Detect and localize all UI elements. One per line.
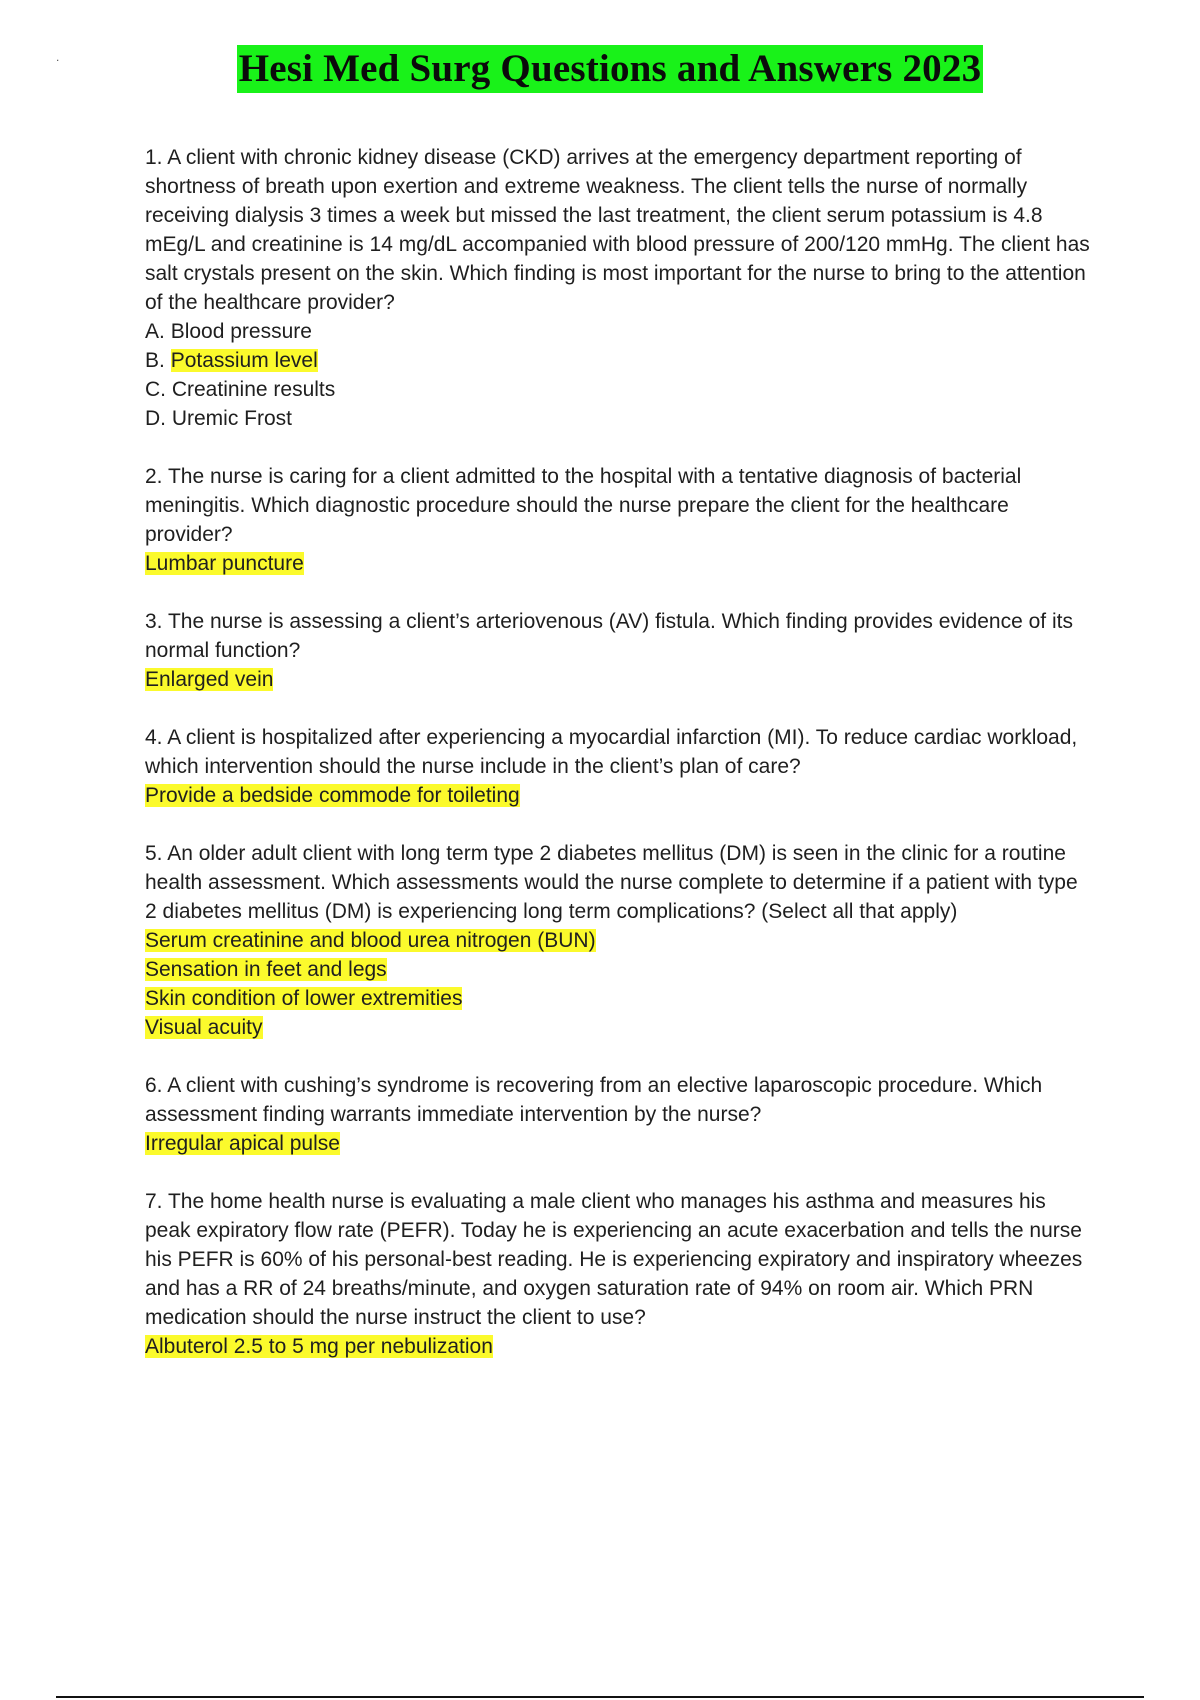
answer-line [145, 1332, 1095, 1361]
answer-line [145, 665, 1095, 694]
answer-option-a [145, 317, 1095, 346]
answer-options [145, 665, 1095, 694]
question-4 [145, 723, 1095, 810]
correct-answer-highlight: Irregular apical pulse [145, 1132, 340, 1155]
answer-line [145, 984, 1095, 1013]
page-bottom-rule [56, 1696, 1144, 1698]
question-3 [145, 607, 1095, 694]
answer-option-b [145, 346, 1095, 375]
correct-answer-highlight: Lumbar puncture [145, 552, 304, 575]
question-text: 7. The home health nurse is evaluating a male client who manages his asthma and measures his peak expiratory flow rate (PEFR). Today he is experiencing an acute exacerbation and tells the nurse his PEFR is 60% of his personal-best reading. He is experiencing expiratory and inspiratory wheezes and has a RR of 24 breaths/minute, and oxygen saturation rate of 94% on room air. Which PRN medication should the nurse instruct the client to use? [145, 1190, 1083, 1329]
question-text: 3. The nurse is assessing a client’s arteriovenous (AV) fistula. Which finding provides evidence of its normal function? [145, 610, 1073, 662]
answer-option-d [145, 404, 1095, 433]
answer-line [145, 926, 1095, 955]
title-container [0, 45, 1200, 93]
question-text: 4. A client is hospitalized after experiencing a myocardial infarction (MI). To reduce cardiac workload, which intervention should the nurse include in the client’s plan of care? [145, 726, 1078, 778]
option-prefix: B. [145, 349, 171, 372]
answer-line [145, 955, 1095, 984]
answer-options [145, 1129, 1095, 1158]
question-6 [145, 1071, 1095, 1158]
answer-options [145, 781, 1095, 810]
correct-answer-highlight: Visual acuity [145, 1016, 263, 1039]
question-5 [145, 839, 1095, 1042]
question-text: 2. The nurse is caring for a client admitted to the hospital with a tentative diagnosis of bacterial meningitis. Which diagnostic procedure should the nurse prepare the client for the healthcare provider? [145, 465, 1022, 546]
correct-answer-highlight: Enlarged vein [145, 668, 274, 691]
question-list [145, 143, 1095, 1390]
question-7 [145, 1187, 1095, 1361]
correct-answer-highlight: Provide a bedside commode for toileting [145, 784, 520, 807]
correct-answer-highlight: Skin condition of lower extremities [145, 987, 463, 1010]
answer-options [145, 549, 1095, 578]
option-prefix: A. [145, 320, 171, 343]
answer-options [145, 317, 1095, 433]
question-2 [145, 462, 1095, 578]
question-text: 1. A client with chronic kidney disease (CKD) arrives at the emergency department reporting of shortness of breath upon exertion and extreme weakness. The client tells the nurse of normally receiving dialysis 3 times a week but missed the last treatment, the client serum potassium is 4.8 mEg/L and creatinine is 14 mg/dL accompanied with blood pressure of 200/120 mmHg. The client has salt crystals present on the skin. Which finding is most important for the nurse to bring to the attention of the healthcare provider? [145, 146, 1090, 314]
answer-line [145, 1013, 1095, 1042]
option-label: Uremic Frost [171, 407, 293, 430]
answer-option-c [145, 375, 1095, 404]
correct-answer-highlight: Albuterol 2.5 to 5 mg per nebulization [145, 1335, 493, 1358]
answer-line [145, 1129, 1095, 1158]
question-text: 5. An older adult client with long term type 2 diabetes mellitus (DM) is seen in the clinic for a routine health assessment. Which assessments would the nurse complete to determine if a patient with type 2 diabetes mellitus (DM) is experiencing long term complications? (Select all that apply) [145, 842, 1078, 923]
option-prefix: D. [145, 407, 172, 430]
option-label: Creatinine results [171, 378, 336, 401]
answer-options [145, 926, 1095, 1042]
question-text: 6. A client with cushing’s syndrome is recovering from an elective laparoscopic procedure. Which assessment finding warrants immediate intervention by the nurse? [145, 1074, 1043, 1126]
option-label: Blood pressure [170, 320, 312, 343]
answer-options [145, 1332, 1095, 1361]
correct-answer-highlight: Potassium level [170, 349, 318, 372]
answer-line [145, 549, 1095, 578]
page-title: Hesi Med Surg Questions and Answers 2023 [237, 45, 984, 93]
question-1 [145, 143, 1095, 433]
correct-answer-highlight: Serum creatinine and blood urea nitrogen (BUN) [145, 929, 596, 952]
answer-line [145, 781, 1095, 810]
correct-answer-highlight: Sensation in feet and legs [145, 958, 387, 981]
option-prefix: C. [145, 378, 172, 401]
page-marker-dot: . [56, 50, 60, 64]
